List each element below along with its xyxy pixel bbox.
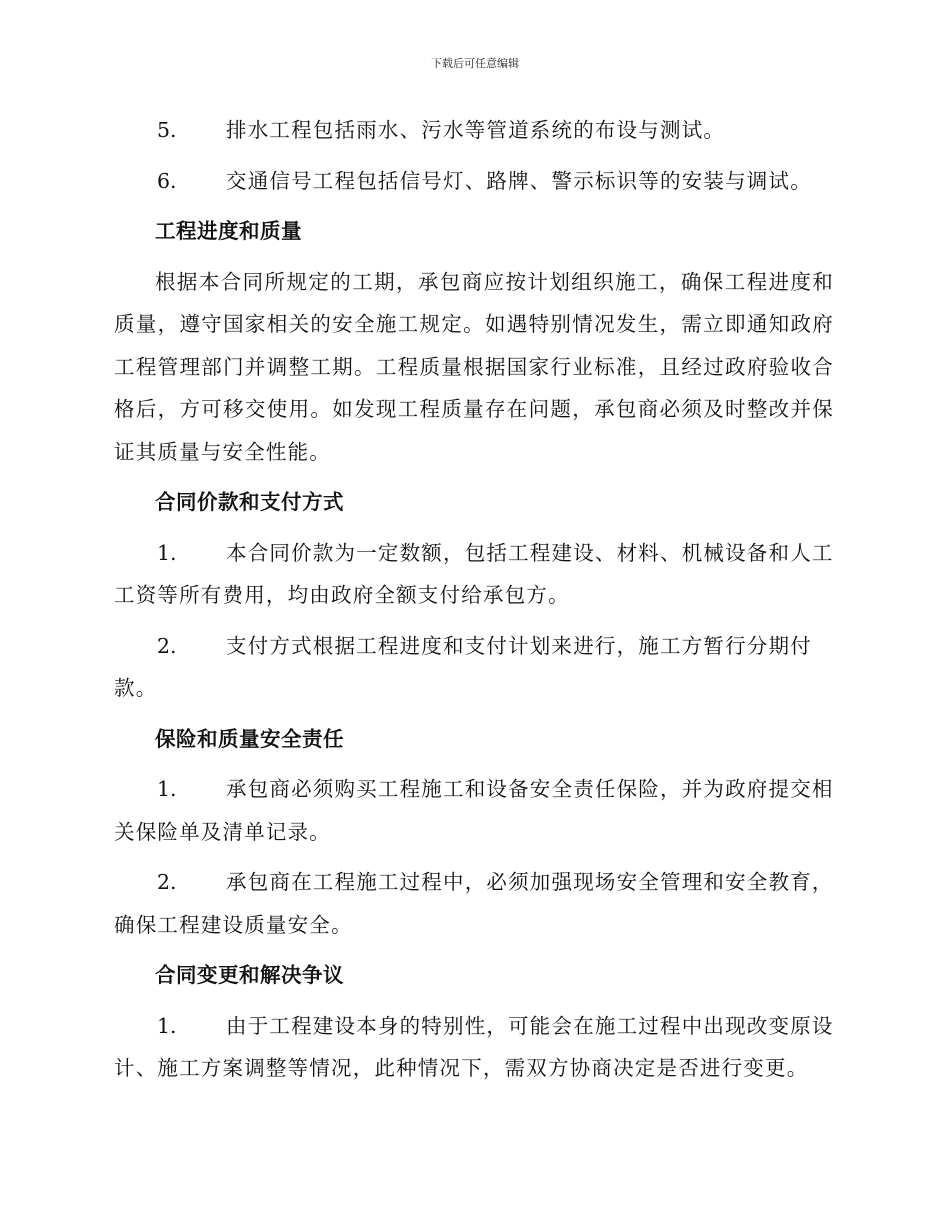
list-text: 支付方式根据工程进度和支付计划来进行，施工方暂行分期付款。 (114, 633, 812, 700)
section-heading: 保险和质量安全责任 (155, 726, 344, 751)
list-number: 5. (157, 118, 177, 142)
section-heading: 合同价款和支付方式 (155, 490, 344, 514)
list-item (114, 160, 834, 203)
list-number: 1. (157, 777, 177, 801)
list-text: 承包商必须购买工程施工和设备安全责任保险，并为政府提交相关保险单及清单记录。 (114, 777, 834, 844)
list-item (114, 1005, 834, 1090)
list-number: 2. (157, 870, 177, 894)
list-item (114, 532, 834, 617)
list-text: 交通信号工程包括信号灯、路牌、警示标识等的安装与调试。 (226, 168, 812, 193)
section-heading: 合同变更和解决争议 (155, 963, 344, 987)
page-header: 下载后可任意编辑 (431, 57, 519, 70)
list-text: 排水工程包括雨水、污水等管道系统的布设与测试。 (226, 118, 726, 142)
paragraph: 根据本合同所规定的工期，承包商应按计划组织施工，确保工程进度和质量，遵守国家相关的安全施工规定。如遇特别情况发生，需立即通知政府工程管理部门并调整工期。工程质量根据国家行业标准，且经过政府验收合格后，方可移交使用。如发现工程质量存在问题，承包商必须及时整改并保证其质量与安全性能。 (114, 269, 834, 464)
list-item (114, 625, 834, 710)
document-body (114, 109, 834, 1098)
list-text: 本合同价款为一定数额，包括工程建设、材料、机械设备和人工工资等所有费用，均由政府全额支付给承包方。 (114, 540, 834, 607)
list-number: 1. (157, 540, 177, 565)
list-text: 由于工程建设本身的特别性，可能会在施工过程中出现改变原设计、施工方案调整等情况，此种情况下，需双方协商决定是否进行变更。 (114, 1013, 834, 1080)
list-number: 1. (157, 1013, 177, 1038)
list-text: 承包商在工程施工过程中，必须加强现场安全管理和安全教育，确保工程建设质量安全。 (114, 870, 834, 937)
list-number: 6. (157, 168, 177, 193)
list-item (114, 768, 834, 853)
list-item (114, 861, 834, 946)
section-heading: 工程进度和质量 (155, 219, 302, 243)
list-number: 2. (157, 633, 177, 658)
list-item (114, 109, 834, 152)
